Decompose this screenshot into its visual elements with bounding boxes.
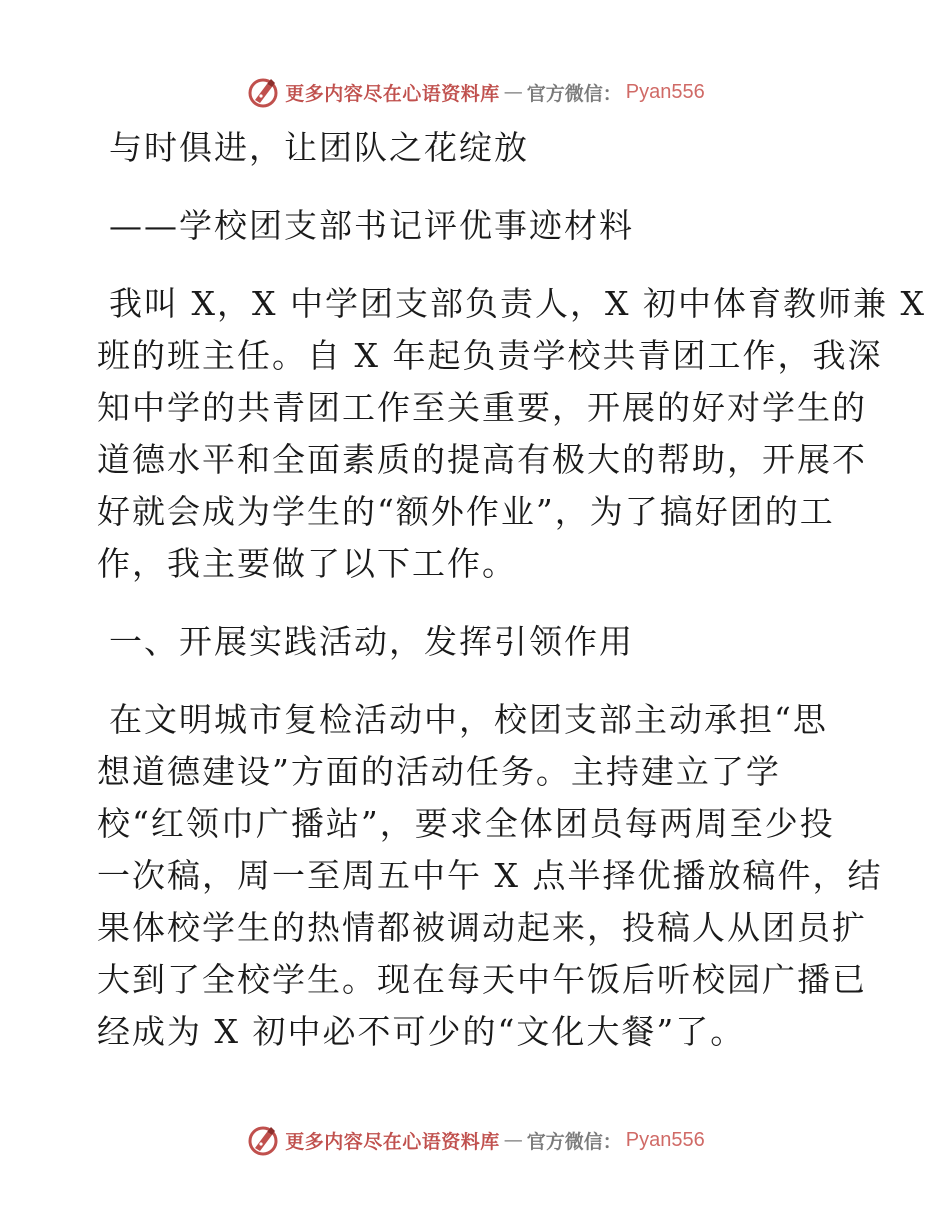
paragraph-line: 经成为 X 初中必不可少的“文化大餐”了。 <box>97 1012 746 1051</box>
watermark-brand: 更多内容尽在心语资料库 <box>285 1130 500 1153</box>
watermark-official-label: 官方微信： <box>526 82 622 105</box>
paragraph-line: 一次稿，周一至周五中午 X 点半择优播放稿件，结 <box>97 856 883 895</box>
watermark-separator: — <box>503 1129 523 1151</box>
pen-nib-logo-icon <box>245 1122 281 1158</box>
document-subtitle: ——学校团支部书记评优事迹材料 <box>109 206 634 245</box>
document-title: 与时俱进，让团队之花绽放 <box>109 128 529 167</box>
watermark-header <box>0 72 950 112</box>
paragraph-line: 知中学的共青团工作至关重要，开展的好对学生的 <box>97 388 867 427</box>
paragraph-line: 在文明城市复检活动中，校团支部主动承担“思 <box>109 700 828 739</box>
paragraph-line: 校“红领巾广播站”，要求全体团员每两周至少投 <box>97 804 835 843</box>
section-heading: 一、开展实践活动，发挥引领作用 <box>109 622 634 661</box>
watermark-handle: Pyan556 <box>625 80 705 103</box>
paragraph-line: 班的班主任。自 X 年起负责学校共青团工作，我深 <box>97 336 883 375</box>
watermark-brand: 更多内容尽在心语资料库 <box>285 82 500 105</box>
watermark-footer <box>0 1120 950 1160</box>
paragraph-line: 大到了全校学生。现在每天中午饭后听校园广播已 <box>97 960 867 999</box>
paragraph-line: 果体校学生的热情都被调动起来，投稿人从团员扩 <box>97 908 867 947</box>
watermark-official-label: 官方微信： <box>526 1130 622 1153</box>
pen-nib-logo-icon <box>245 74 281 110</box>
watermark-separator: — <box>503 81 523 103</box>
paragraph-intro <box>97 278 926 590</box>
document-body <box>97 122 926 1058</box>
paragraph-line: 好就会成为学生的“额外作业”，为了搞好团的工 <box>97 492 835 531</box>
paragraph-broadcast <box>97 694 883 1058</box>
watermark-handle: Pyan556 <box>625 1128 705 1151</box>
paragraph-line: 我叫 X，X 中学团支部负责人，X 初中体育教师兼 X <box>109 284 926 323</box>
paragraph-line: 想道德建设”方面的活动任务。主持建立了学 <box>97 752 781 791</box>
paragraph-line: 道德水平和全面素质的提高有极大的帮助，开展不 <box>97 440 867 479</box>
paragraph-line: 作，我主要做了以下工作。 <box>97 544 517 583</box>
